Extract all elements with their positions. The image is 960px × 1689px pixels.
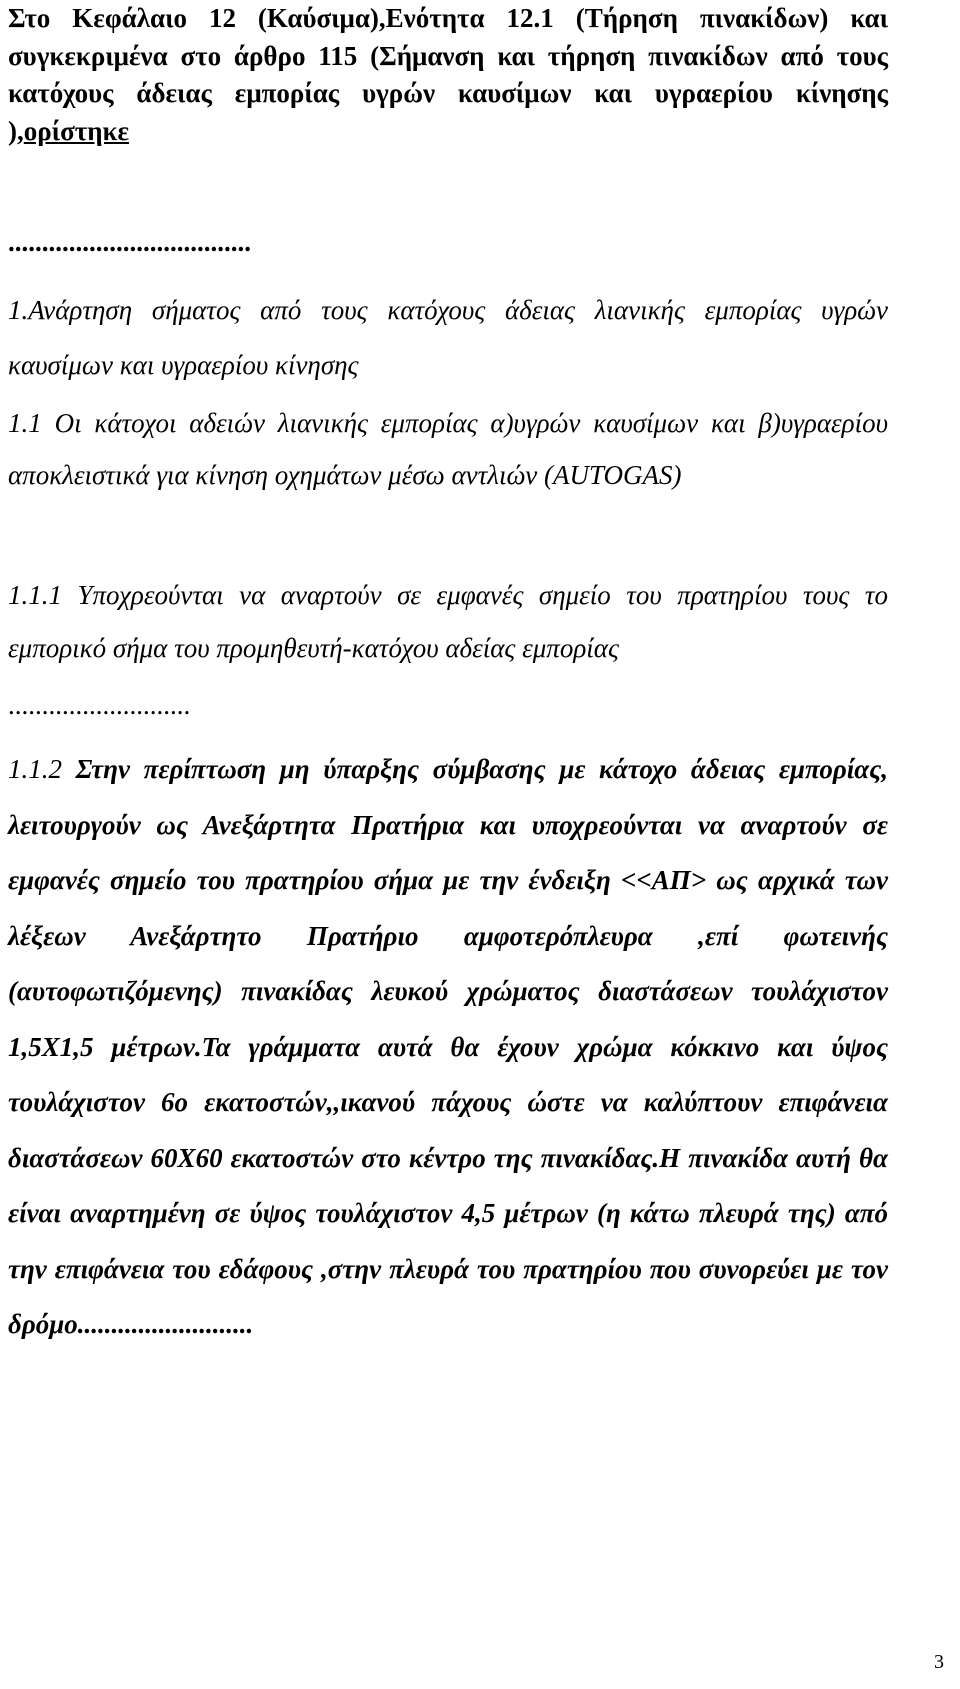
- page-number: 3: [934, 1651, 944, 1673]
- section-1-1-2-paragraph: [8, 742, 888, 1353]
- ellipsis-line-2: ...........................: [8, 690, 191, 720]
- intro-link[interactable]: ορίστηκε: [23, 115, 130, 146]
- section-1-heading: 1.Ανάρτηση σήματος από τους κατόχους άδειας λιανικής εμπορίας υγρών καυσίμων και υγραερίου κίνησης: [8, 295, 888, 380]
- ellipsis-line: ....................................: [8, 227, 251, 257]
- section-number: 1.1.2: [8, 754, 62, 784]
- section-1-1-paragraph: 1.1 Οι κάτοχοι αδειών λιανικής εμπορίας α)υγρών καυσίμων και β)υγραερίου αποκλειστικά για κίνηση οχημάτων μέσω αντλιών (AUTOGAS): [8, 408, 888, 490]
- section-1-1-1-paragraph: 1.1.1 Υποχρεούνται να αναρτούν σε εμφανές σημείο του πρατηρίου τους το εμπορικό σήμα του προμηθευτή-κατόχου αδείας εμπορίας: [8, 580, 888, 663]
- intro-paragraph: [8, 0, 888, 150]
- section-1-1-2-text: Στην περίπτωση μη ύπαρξης σύμβασης με κάτοχο άδειας εμπορίας, λειτουργούν ως Ανεξάρτητα Πρατήρια και υποχρεούνται να αναρτούν σε εμφανές σημείο του πρατηρίου σήμα με την ένδειξη <<ΑΠ> ως αρχικά των λέξεων Ανεξάρτητο Πρατήριο αμφοτερόπλευρα ,επί φωτεινής (αυτοφωτιζόμενης) πινακίδας λευκού χρώματος διαστάσεων τουλάχιστον 1,5Χ1,5 μέτρων.Τα γράμματα αυτά θα έχουν χρώμα κόκκινο και ύψος τουλάχιστον 6ο εκατοστών,,ικανού πάχους ώστε να καλύπτουν επιφάνεια διαστάσεων 60Χ60 εκατοστών στο κέντρο της πινακίδας.Η πινακίδα αυτή θα είναι αναρτημένη σε ύψος τουλάχιστον 4,5 μέτρων (η κάτω πλευρά της) από την επιφάνεια του εδάφους ,στην πλευρά του πρατηρίου που συνορεύει με τον δρόμο..........................: [8, 754, 888, 1339]
- document-page: [8, 0, 888, 1689]
- intro-text: Στο Κεφάλαιο 12 (Καύσιμα),Ενότητα 12.1 (Τήρηση πινακίδων) και συγκεκριμένα στο άρθρο 115 (Σήμανση και τήρηση πινακίδων από τους κατόχους άδειας εμπορίας υγρών καυσίμων και υγραερίου κίνησης ),: [8, 3, 888, 146]
